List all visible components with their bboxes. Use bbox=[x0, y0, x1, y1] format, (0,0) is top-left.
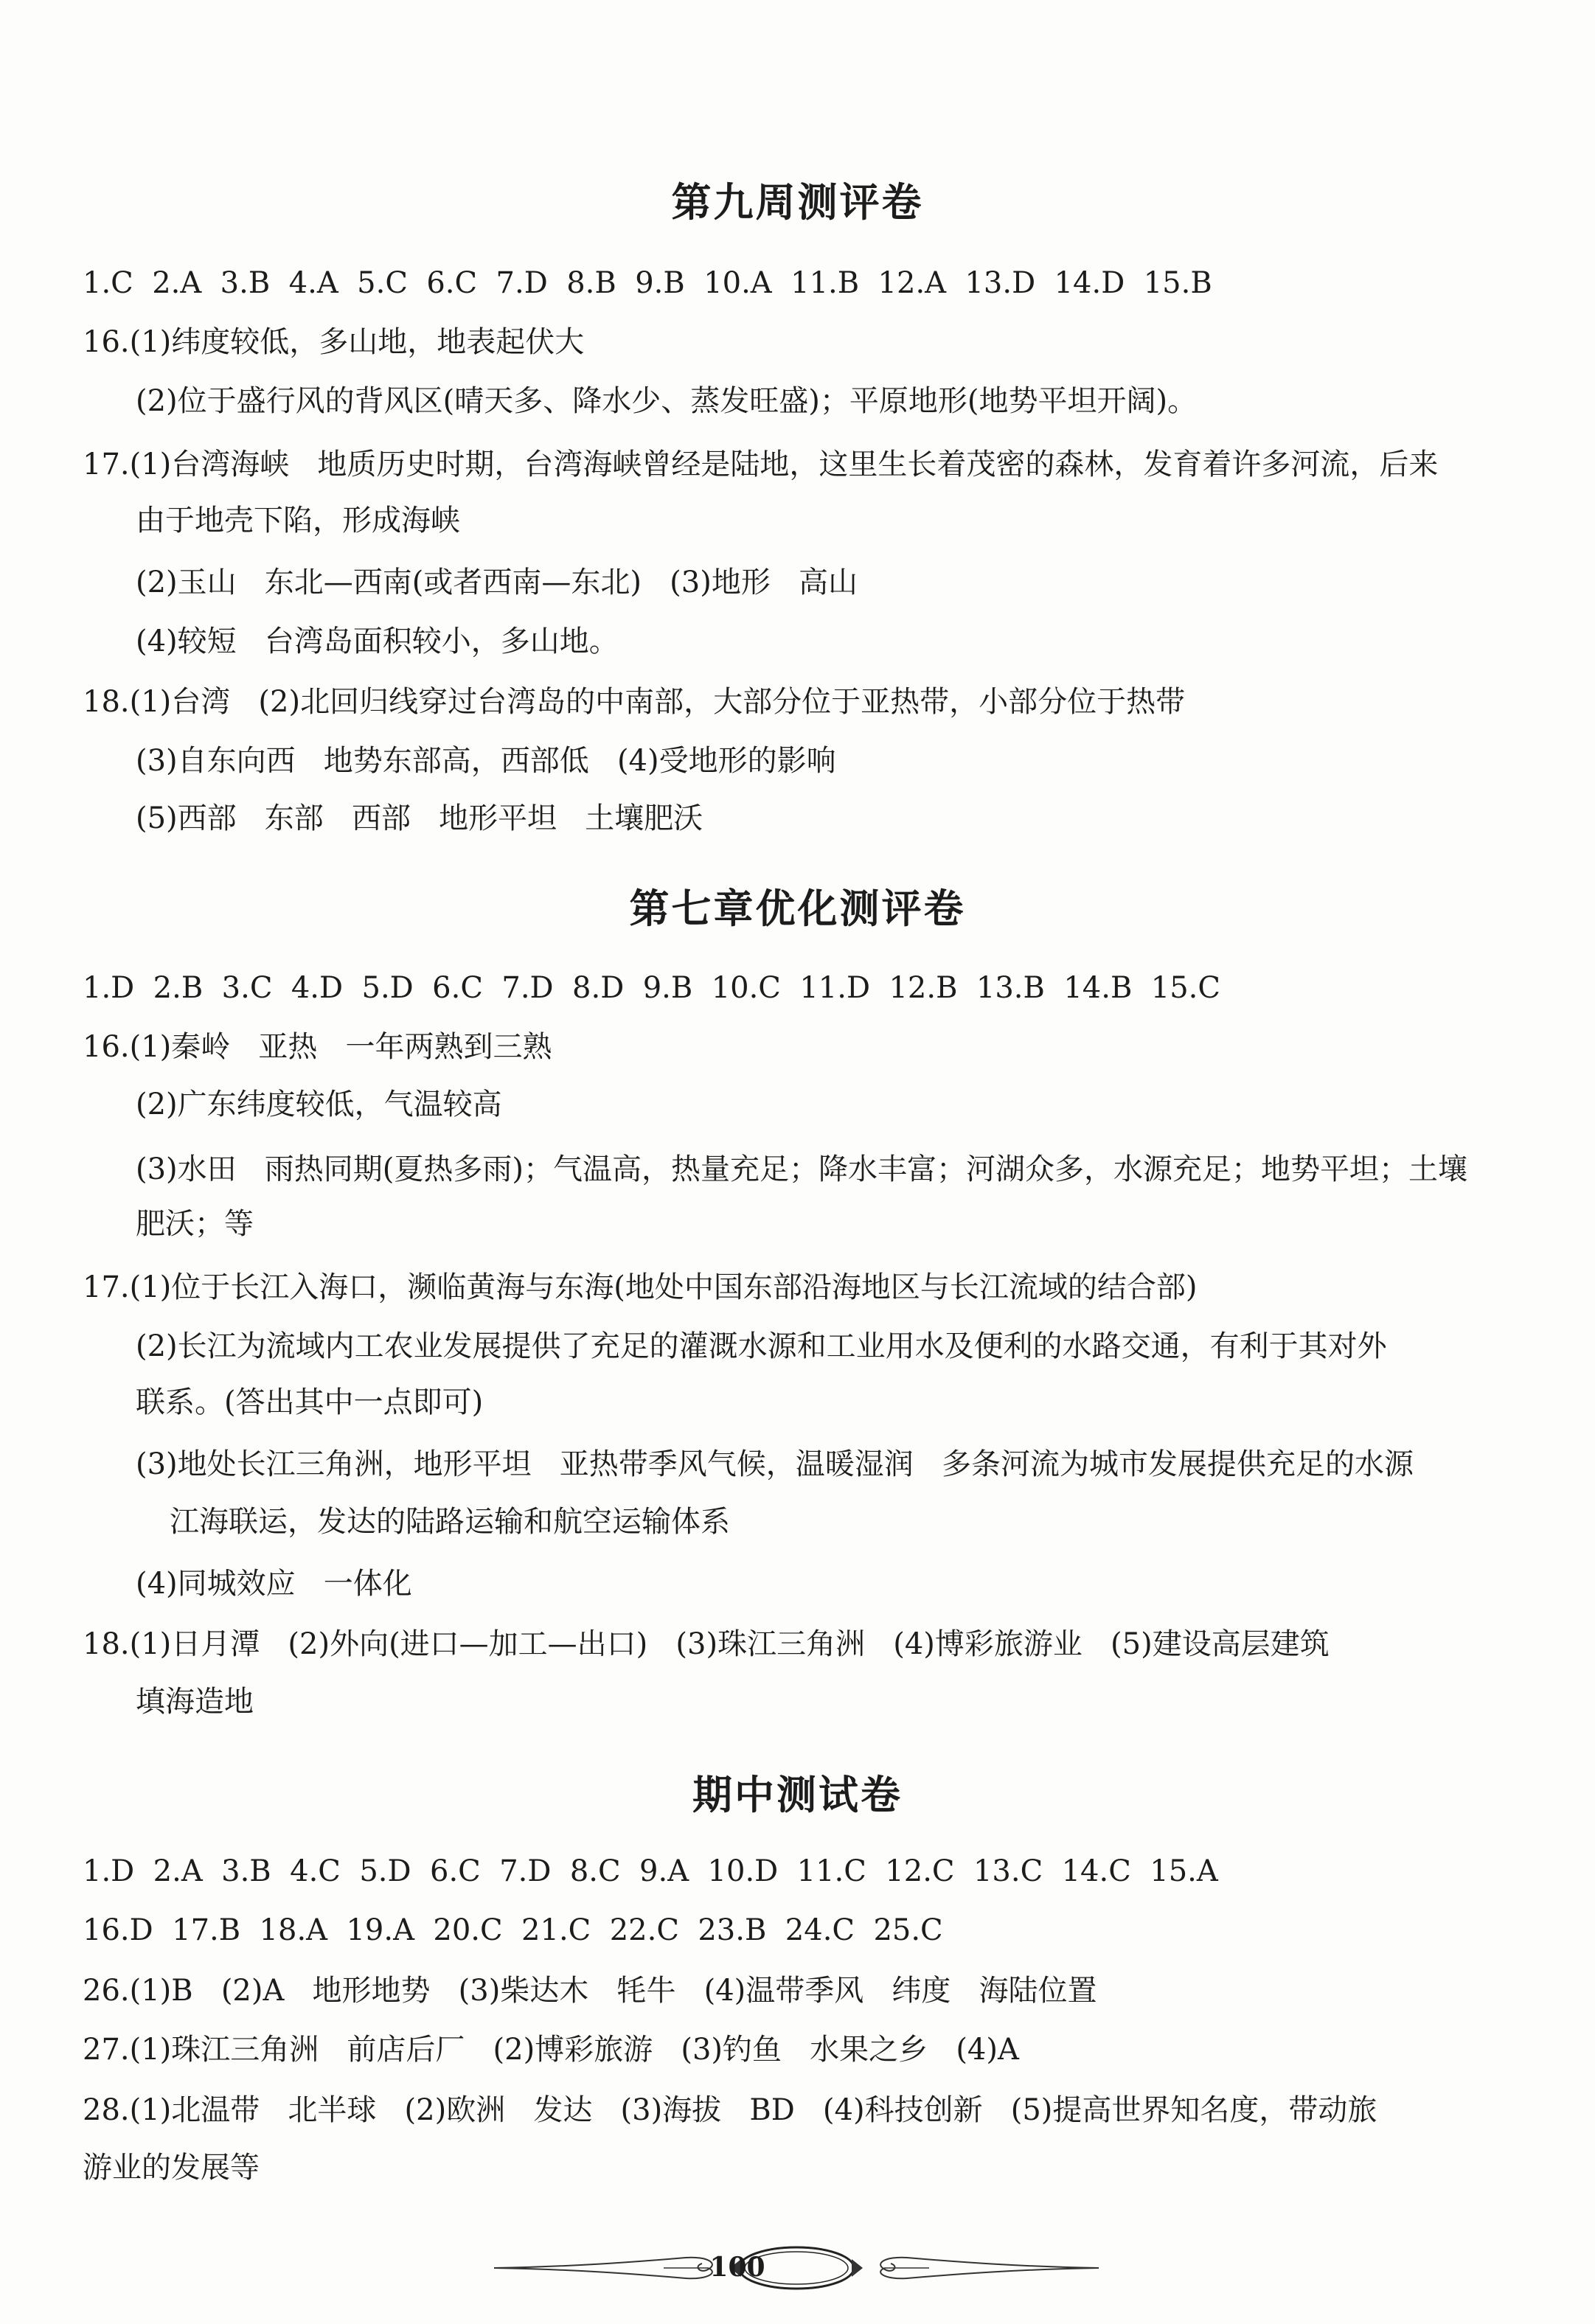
answer-line: (3)地处长江三角洲，地形平坦 亚热带季风气候，温暖湿润 多条河流为城市发展提供充足的水源 bbox=[136, 1447, 1414, 1481]
answer-line: 16.(1)纬度较低，多山地，地表起伏大 bbox=[83, 325, 585, 359]
answer-line: 16.D 17.B 18.A 19.A 20.C 21.C 22.C 23.B 24.C 25.C bbox=[83, 1913, 943, 1947]
answer-line: (2)位于盛行风的背风区(晴天多、降水少、蒸发旺盛)；平原地形(地势平坦开阔)。 bbox=[136, 384, 1198, 418]
section-title: 第七章优化测评卷 bbox=[629, 886, 966, 932]
answer-line: (3)水田 雨热同期(夏热多雨)；气温高，热量充足；降水丰富；河湖众多，水源充足；地势平坦；土壤 bbox=[136, 1152, 1468, 1186]
page-number: 100 bbox=[709, 2252, 765, 2283]
answer-line: (2)玉山 东北—西南(或者西南—东北) (3)地形 高山 bbox=[136, 566, 858, 599]
answer-line: 16.(1)秦岭 亚热 一年两熟到三熟 bbox=[83, 1030, 552, 1064]
answer-line: 联系。(答出其中一点即可) bbox=[136, 1385, 484, 1419]
answer-line: 由于地壳下陷，形成海峡 bbox=[136, 504, 460, 537]
answer-line: 江海联运，发达的陆路运输和航空运输体系 bbox=[170, 1505, 730, 1539]
answer-line: (4)同城效应 一体化 bbox=[136, 1567, 412, 1601]
answer-line: 18.(1)台湾 (2)北回归线穿过台湾岛的中南部，大部分位于亚热带，小部分位于热带 bbox=[83, 685, 1186, 719]
answer-line: 17.(1)台湾海峡 地质历史时期，台湾海峡曾经是陆地，这里生长着茂密的森林，发育着许多河流，后来 bbox=[83, 448, 1439, 481]
answer-line: 1.D 2.B 3.C 4.D 5.D 6.C 7.D 8.D 9.B 10.C 11.D 12.B 13.B 14.B 15.C bbox=[83, 971, 1220, 1005]
section-title: 第九周测评卷 bbox=[671, 179, 924, 226]
answer-line: (2)广东纬度较低，气温较高 bbox=[136, 1088, 502, 1121]
section-title: 期中测试卷 bbox=[692, 1772, 903, 1818]
answer-line: (2)长江为流域内工农业发展提供了充足的灌溉水源和工业用水及便利的水路交通，有利于其对外 bbox=[136, 1329, 1387, 1363]
answer-line: 1.C 2.A 3.B 4.A 5.C 6.C 7.D 8.B 9.B 10.A 11.B 12.A 13.D 14.D 15.B bbox=[83, 266, 1212, 300]
answer-line: 26.(1)B (2)A 地形地势 (3)柴达木 牦牛 (4)温带季风 纬度 海陆位置 bbox=[83, 1974, 1097, 2008]
answer-line: 1.D 2.A 3.B 4.C 5.D 6.C 7.D 8.C 9.A 10.D 11.C 12.C 13.C 14.C 15.A bbox=[83, 1854, 1218, 1888]
answer-line: (3)自东向西 地势东部高，西部低 (4)受地形的影响 bbox=[136, 744, 836, 778]
answer-line: 游业的发展等 bbox=[83, 2151, 260, 2185]
answer-line: 27.(1)珠江三角洲 前店后厂 (2)博彩旅游 (3)钓鱼 水果之乡 (4)A bbox=[83, 2033, 1019, 2067]
answer-line: (4)较短 台湾岛面积较小，多山地。 bbox=[136, 625, 619, 658]
answer-line: (5)西部 东部 西部 地形平坦 土壤肥沃 bbox=[136, 801, 703, 835]
answer-line: 17.(1)位于长江入海口，濒临黄海与东海(地处中国东部沿海地区与长江流域的结合部) bbox=[83, 1270, 1198, 1304]
answer-line: 28.(1)北温带 北半球 (2)欧洲 发达 (3)海拔 BD (4)科技创新 (5)提高世界知名度，带动旅 bbox=[83, 2093, 1377, 2127]
footer-ornament bbox=[487, 2241, 1106, 2293]
answer-line: 肥沃；等 bbox=[136, 1207, 254, 1241]
answer-line: 18.(1)日月潭 (2)外向(进口—加工—出口) (3)珠江三角洲 (4)博彩旅游业 (5)建设高层建筑 bbox=[83, 1627, 1330, 1661]
answer-line: 填海造地 bbox=[136, 1685, 254, 1719]
